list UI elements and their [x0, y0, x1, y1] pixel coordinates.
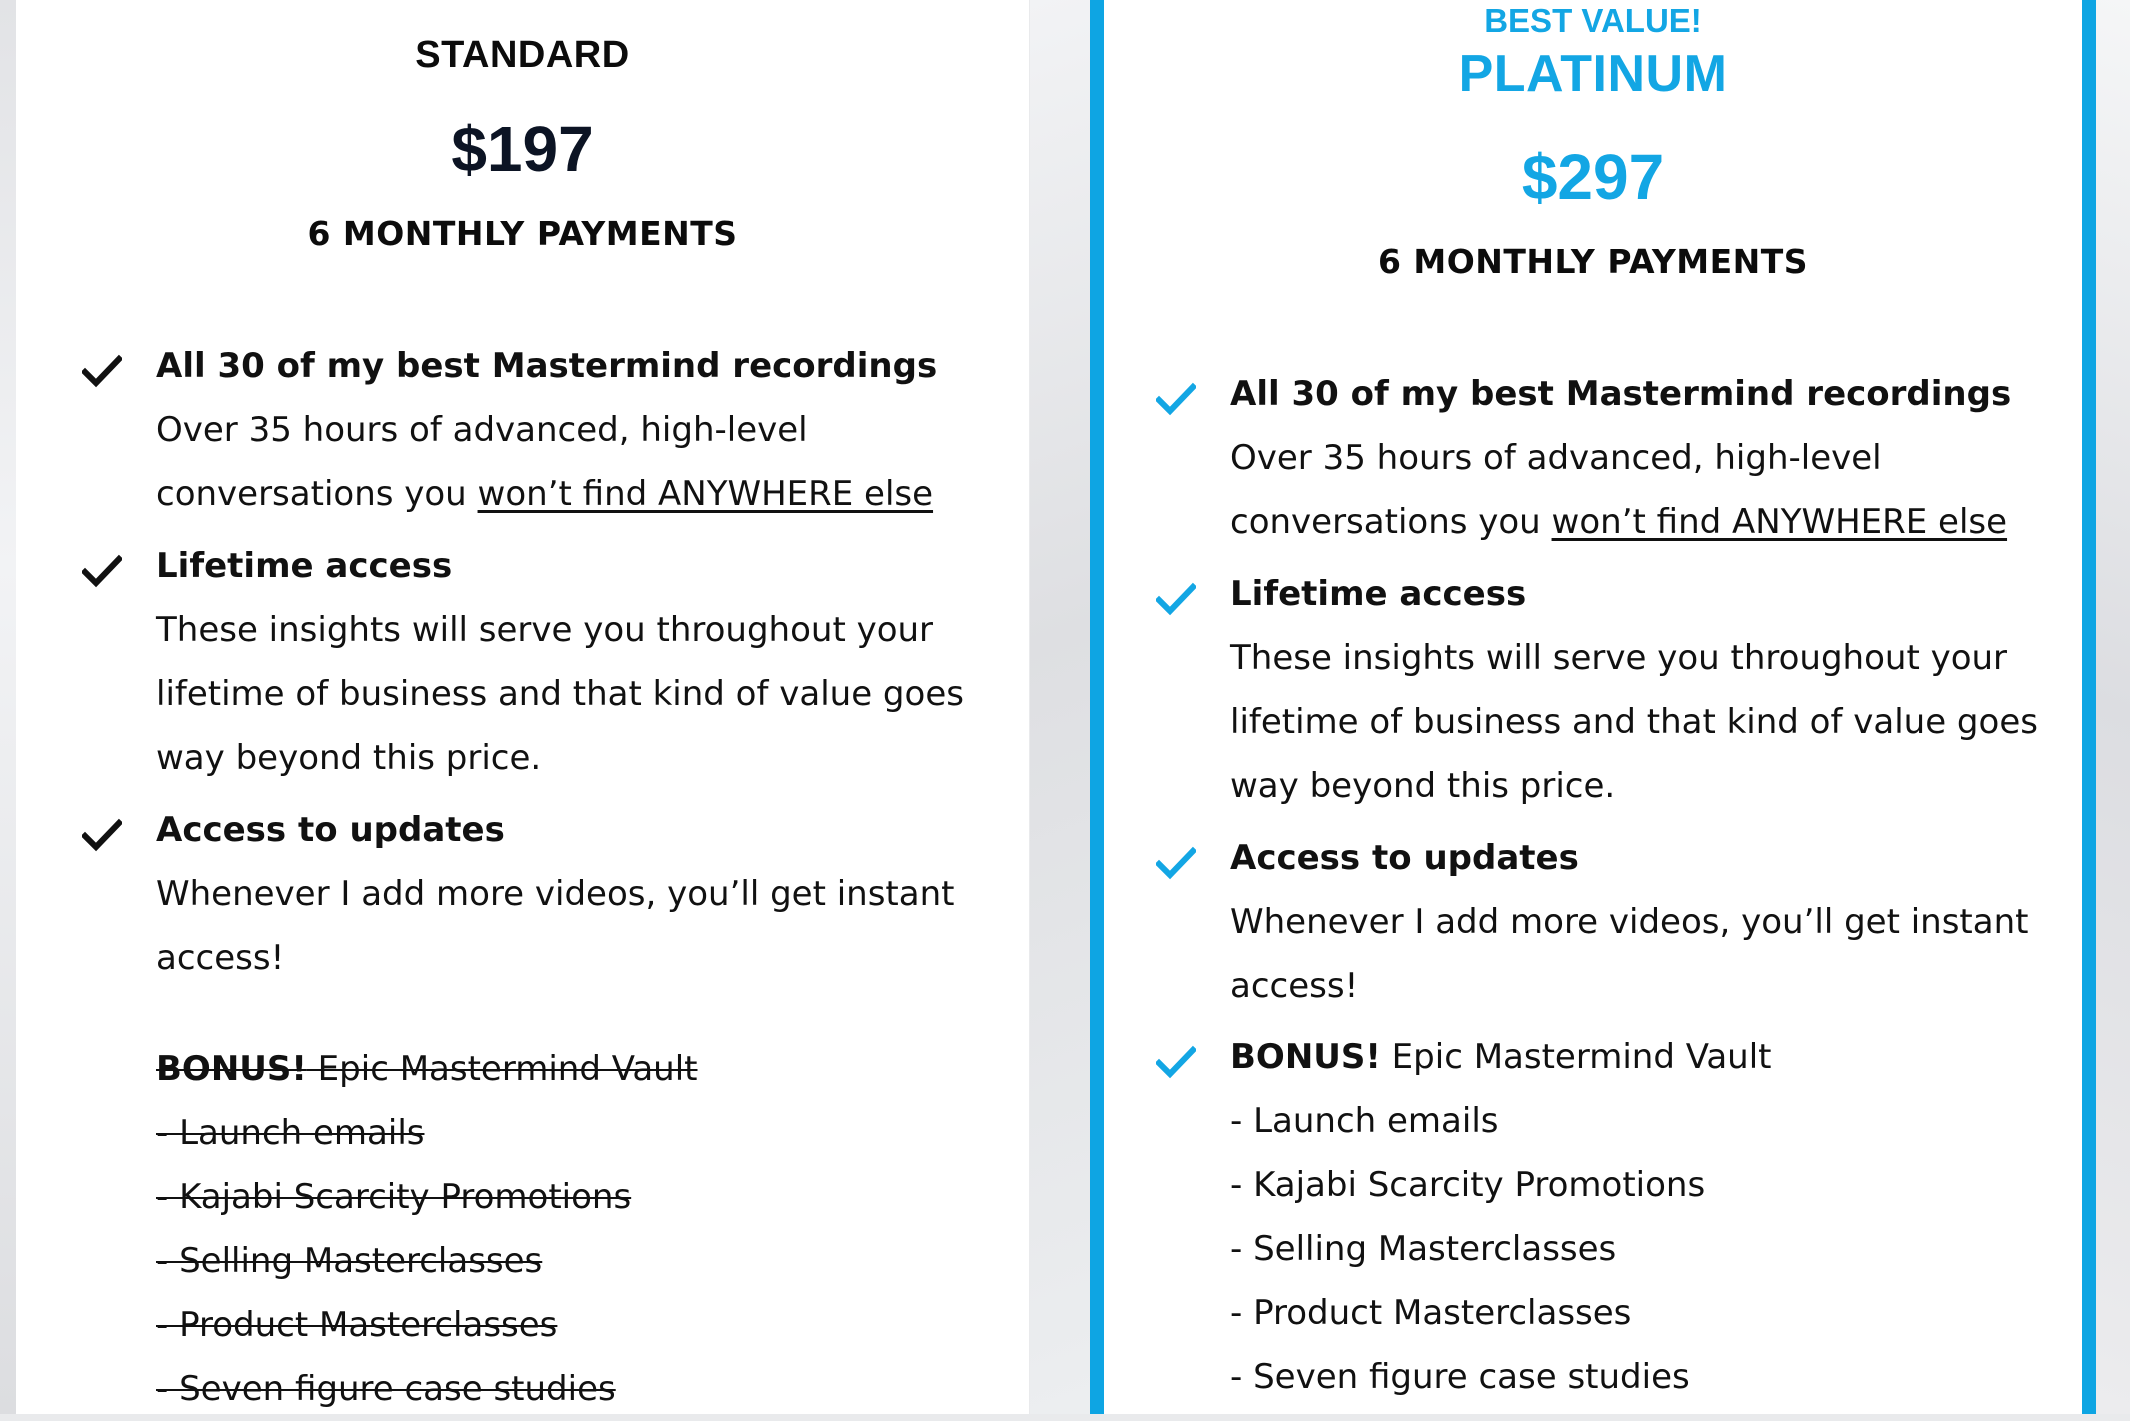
- feature-description-line: Over 35 hours of advanced, high-level: [1230, 438, 1882, 478]
- check-icon: [1156, 846, 1196, 880]
- bonus-item: - Selling Masterclasses: [156, 1241, 543, 1281]
- bonus-item: - Launch emails: [156, 1113, 425, 1153]
- feature-description-line: lifetime of business and that kind of value goes: [156, 674, 964, 714]
- feature-description-line: way beyond this price.: [156, 738, 542, 778]
- check-icon: [82, 554, 122, 588]
- feature-title: Access to updates: [1230, 838, 1579, 878]
- bonus-heading: [156, 1037, 999, 1101]
- plan-name: PLATINUM: [1458, 45, 1728, 103]
- bonus-title: Epic Mastermind Vault: [306, 1049, 698, 1089]
- plan-payments: 6 MONTHLY PAYMENTS: [1377, 242, 1809, 281]
- feature-description-line: lifetime of business and that kind of value goes: [1230, 702, 2038, 742]
- feature-description-line: [156, 462, 999, 526]
- bonus-item: - Product Masterclasses: [1230, 1293, 1632, 1333]
- feature-description-line: way beyond this price.: [1230, 766, 1616, 806]
- check-icon: [82, 354, 122, 388]
- feature-description-line: These insights will serve you throughout your: [156, 610, 934, 650]
- check-icon: [82, 818, 122, 852]
- bonus-section-excluded: [156, 1037, 999, 1421]
- feature-description-line: Whenever I add more videos, you’ll get instant: [156, 874, 955, 914]
- bonus-item: - Selling Masterclasses: [1230, 1229, 1617, 1269]
- bonus-item: - Seven figure case studies: [1230, 1357, 1690, 1397]
- feature-description-line: access!: [156, 938, 285, 978]
- check-icon: [1156, 582, 1196, 616]
- feature-description-text: conversations you: [1230, 502, 1552, 542]
- feature-description-line: Over 35 hours of advanced, high-level: [156, 410, 808, 450]
- check-icon: [1156, 382, 1196, 416]
- bonus-item: - Product Masterclasses: [156, 1305, 558, 1345]
- check-icon: [1156, 1045, 1196, 1079]
- bonus-heading: [1230, 1025, 2052, 1089]
- standard-plan-card: [16, 0, 1029, 1414]
- feature-description-line: access!: [1230, 966, 1359, 1006]
- platinum-plan-card: [1090, 0, 2096, 1414]
- feature-description-line: These insights will serve you throughout your: [1230, 638, 2008, 678]
- anywhere-else-link[interactable]: won’t find ANYWHERE else: [1551, 502, 2008, 542]
- plan-name: STANDARD: [415, 34, 630, 76]
- feature-title: All 30 of my best Mastermind recordings: [156, 346, 938, 386]
- feature-title: Access to updates: [156, 810, 505, 850]
- best-value-badge: BEST VALUE!: [1484, 2, 1702, 39]
- background-gap: [1030, 0, 1090, 1414]
- bonus-item: - Kajabi Scarcity Promotions: [156, 1177, 632, 1217]
- plan-price: $197: [451, 113, 594, 185]
- feature-title: All 30 of my best Mastermind recordings: [1230, 374, 2012, 414]
- plan-price: $297: [1521, 141, 1665, 213]
- bonus-item: - Kajabi Scarcity Promotions: [1230, 1165, 1706, 1205]
- plan-payments: 6 MONTHLY PAYMENTS: [307, 214, 738, 253]
- feature-title: Lifetime access: [156, 546, 453, 586]
- bonus-item: - Seven figure case studies: [156, 1369, 616, 1409]
- bonus-title: Epic Mastermind Vault: [1380, 1037, 1772, 1077]
- bonus-item: - Launch emails: [1230, 1101, 1499, 1141]
- feature-description-text: conversations you: [156, 474, 478, 514]
- feature-description-line: [1230, 490, 2052, 554]
- background-right-strip: [2095, 0, 2130, 1414]
- feature-description-line: Whenever I add more videos, you’ll get instant: [1230, 902, 2029, 942]
- bonus-label: BONUS!: [156, 1049, 307, 1089]
- anywhere-else-link[interactable]: won’t find ANYWHERE else: [477, 474, 934, 514]
- bonus-label: BONUS!: [1230, 1037, 1381, 1077]
- feature-title: Lifetime access: [1230, 574, 1527, 614]
